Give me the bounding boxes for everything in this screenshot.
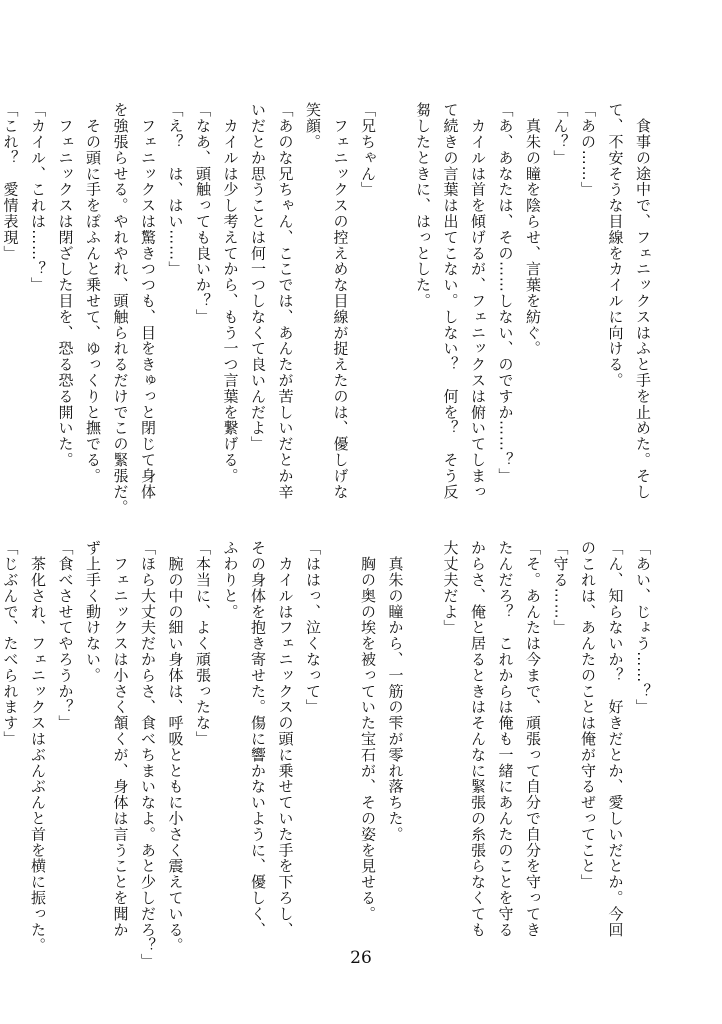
text-line: カイルは少し考えてから、もう一つ言葉を繋げる。: [221, 102, 240, 484]
text-line: 胸の奥の埃を被っていた宝石が、その姿を見せる。: [359, 540, 377, 922]
text-line: 「守る……」: [551, 540, 570, 636]
text-line: 茶化され、フェニックスはぶんぶんと首を横に振った。: [29, 540, 47, 954]
text-line: て続きの言葉は出てこない。しない？ 何を？ そう反: [441, 102, 460, 500]
text-line: いだとか思うことは何一つしなくて良いんだよ」: [249, 102, 267, 452]
text-line: て、不安そうな目線をカイルに向ける。: [606, 102, 625, 389]
text-line: その身体を抱き寄せた。傷に響かないように、優しく、: [249, 540, 267, 938]
blank-line: [409, 540, 437, 930]
text-line: のこれは、あんたのことは俺が守るぜってこと」: [579, 540, 597, 890]
text-line: フェニックスは驚きつつも、目をきゅっと閉じて身体: [139, 102, 157, 500]
text-line: 食事の途中で、フェニックスはふと手を止めた。そし: [634, 102, 652, 500]
text-line: 「ん？」: [551, 102, 570, 166]
text-line: 真朱の瞳を陰らせ、言葉を紡ぐ。: [524, 102, 542, 357]
text-line: 「兄ちゃん」: [359, 102, 377, 198]
page-number: 26: [350, 948, 372, 968]
text-line: 「なあ、頭触っても良いか？」: [194, 102, 212, 325]
text-line: 「あ、あなたは、その……しない、のですか……？」: [496, 102, 515, 484]
upper-text-block: [0, 102, 656, 516]
text-line: を強張らせる。やれやれ、頭触られるだけでこの緊張だ。: [111, 102, 130, 516]
text-line: カイルは首を傾げるが、フェニックスは俯いてしまっ: [469, 102, 487, 500]
text-line: 大丈夫だよ」: [441, 540, 460, 636]
blank-line: [381, 102, 409, 462]
text-line: 「カイル、これは……？」: [29, 102, 47, 293]
text-line: ふわりと。: [221, 540, 240, 620]
text-line: 腕の中の細い身体は、呼吸とともに小さく震えている。: [166, 540, 185, 954]
text-line: 「ははっ、泣くなって」: [304, 540, 322, 715]
text-line: 「そ。あんたは今まで、頑張って自分で自分を守ってき: [524, 540, 542, 938]
text-line: フェニックスの控えめな目線が捉えたのは、優しげな: [331, 102, 350, 500]
text-line: フェニックスは小さく頷くが、身体は言うことを聞か: [111, 540, 130, 938]
text-line: 「あの……」: [579, 102, 597, 198]
text-line: からさ、俺と居るときはそんなに緊張の糸張らなくても: [469, 540, 487, 938]
text-line: 芻したときに、はっとした。: [414, 102, 432, 309]
text-line: たんだろ？ これからは俺も一緒にあんたのことを守る: [496, 540, 515, 938]
text-line: 「ん、知らないか？ 好きだとか、愛しいだとか。今回: [606, 540, 625, 938]
blank-line: [326, 540, 354, 930]
text-line: 真朱の瞳から、一筋の雫が零れ落ちた。: [386, 540, 405, 843]
text-line: ず上手く動けない。: [84, 540, 102, 684]
text-line: その頭に手をぽふんと乗せて、ゆっくりと撫でる。: [84, 102, 102, 484]
text-line: フェニックスは閉ざした目を、恐る恐る開いた。: [56, 102, 75, 468]
text-line: カイルはフェニックスの頭に乗せていた手を下ろし、: [276, 540, 295, 938]
text-line: 「これ？ 愛情表現」: [1, 102, 20, 261]
text-line: 「あい、じょう……？」: [634, 540, 652, 715]
text-line: 「ほら大丈夫だからさ、食べちまいなよ。あと少しだろ？」: [139, 540, 157, 970]
text-line: 「あのな兄ちゃん、ここでは、あんたが苦しいだとか辛: [276, 102, 295, 500]
text-line: 笑顔。: [304, 102, 322, 150]
text-line: 「じぶんで、たべられます」: [1, 540, 20, 747]
text-line: 「食べさせてやろうか？」: [56, 540, 75, 731]
text-line: 「本当に、よく頑張ったな」: [194, 540, 212, 747]
text-line: 「え？ は、はい……」: [166, 102, 185, 277]
